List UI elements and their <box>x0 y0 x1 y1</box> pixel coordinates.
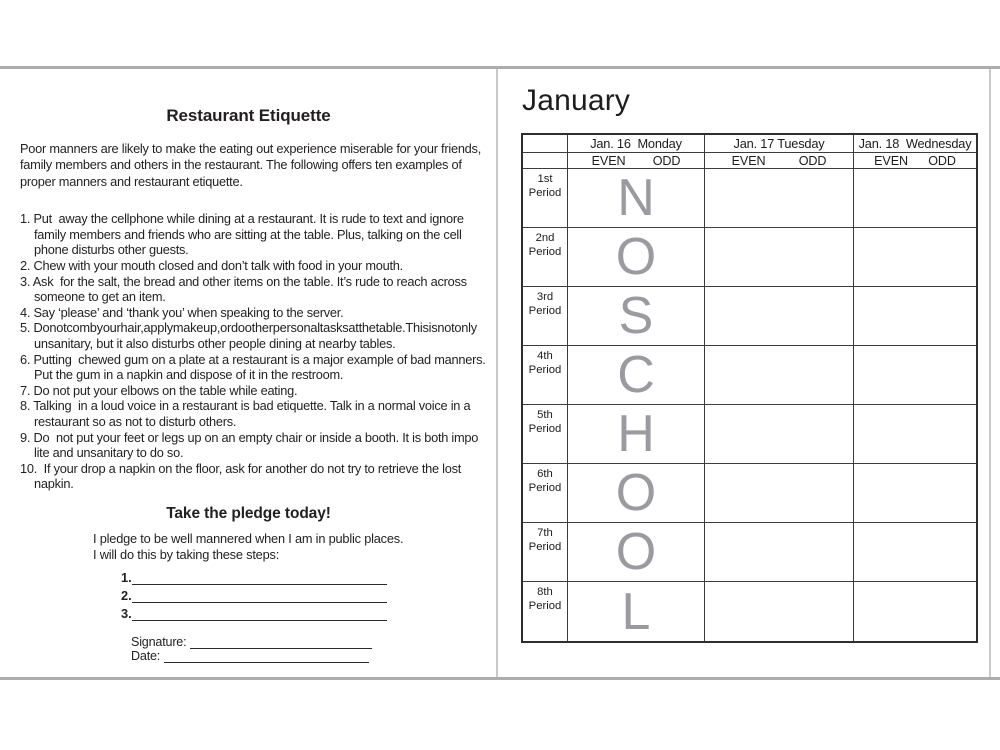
schedule-cell-tuesday <box>705 523 854 582</box>
no-school-letter: H <box>617 405 655 463</box>
corner-cell <box>523 153 568 169</box>
period-ordinal: 1st <box>537 173 553 185</box>
pledge-step-row <box>121 585 497 603</box>
corner-cell <box>523 135 568 153</box>
schedule-cell-wednesday <box>854 346 976 405</box>
list-item: 4. Say ‘please’ and ‘thank you’ when speaking to the server. <box>20 304 344 320</box>
signature-block <box>131 635 497 663</box>
schedule-cell-tuesday <box>705 228 854 287</box>
list-item: 1. Put away the cellphone while dining at a restaurant. It is rude to text and ignore family members and friends who are sitting at the table. Plus, talking on the cell phone disturbs other guests. <box>20 211 468 258</box>
pledge-text <box>93 531 497 562</box>
list-item: 10. If your drop a napkin on the floor, ask for another do not try to retrieve the lost napkin. <box>20 460 465 492</box>
period-label: Period <box>528 186 562 199</box>
period-cell-2nd <box>523 228 568 287</box>
page-bottom-rule <box>0 677 1000 680</box>
no-school-letter: O <box>615 464 657 522</box>
even-label: EVEN <box>591 153 626 168</box>
schedule-cell-tuesday <box>705 582 854 641</box>
day-header-tuesday: Jan. 17 Tuesday <box>705 135 854 153</box>
left-page <box>0 69 497 663</box>
schedule-cell-wednesday <box>854 169 976 228</box>
date-label: Date: <box>131 648 161 663</box>
schedule-cell-monday <box>568 346 705 405</box>
schedule-cell-monday <box>568 169 705 228</box>
page-title: Restaurant Etiquette <box>166 106 331 125</box>
no-school-letter: S <box>618 287 654 345</box>
period-ordinal: 7th <box>537 527 553 539</box>
etiquette-list <box>20 211 493 492</box>
schedule-cell-monday <box>568 287 705 346</box>
period-cell-3rd <box>523 287 568 346</box>
period-label: Period <box>528 363 562 376</box>
period-cell-8th <box>523 582 568 641</box>
period-ordinal: 2nd <box>535 232 555 244</box>
list-item: 9. Do not put your feet or legs up on an empty chair or inside a booth. It is both impo lite and unsanitary to do so. <box>20 429 482 461</box>
period-ordinal: 5th <box>537 409 553 421</box>
no-school-letter: L <box>621 582 651 641</box>
no-school-letter: O <box>615 228 657 286</box>
schedule-cell-monday <box>568 582 705 641</box>
even-odd-header-tuesday <box>705 153 854 169</box>
pledge-heading: Take the pledge today! <box>166 504 331 522</box>
period-label: Period <box>528 540 562 553</box>
period-ordinal: 3rd <box>536 291 554 303</box>
period-cell-7th <box>523 523 568 582</box>
pledge-step-row <box>121 567 497 585</box>
period-label: Period <box>528 422 562 435</box>
signature-row <box>131 635 497 649</box>
no-school-letter: O <box>615 523 657 581</box>
step-underline <box>132 589 387 603</box>
schedule-cell-wednesday <box>854 582 976 641</box>
period-cell-1st <box>523 169 568 228</box>
list-item: 7. Do not put your elbows on the table while eating. <box>20 382 298 398</box>
schedule-cell-tuesday <box>705 464 854 523</box>
list-item: 5. Donotcombyourhair,applymakeup,ordootherpersonaltasksatthetable.Thisisnotonly unsanitary, but it also disturbs other people dining at nearby tables. <box>20 320 481 351</box>
odd-label: ODD <box>798 153 827 168</box>
schedule-table <box>521 133 978 643</box>
period-cell-4th <box>523 346 568 405</box>
no-school-letter: C <box>617 346 655 404</box>
pledge-line-2: I will do this by taking these steps: <box>93 546 280 562</box>
period-cell-6th <box>523 464 568 523</box>
schedule-cell-tuesday <box>705 169 854 228</box>
schedule-cell-wednesday <box>854 464 976 523</box>
pledge-step-row <box>121 603 497 621</box>
schedule-cell-wednesday <box>854 228 976 287</box>
step-underline <box>132 571 387 585</box>
period-label: Period <box>528 481 562 494</box>
date-row <box>131 649 497 663</box>
schedule-cell-monday <box>568 464 705 523</box>
pledge-steps <box>121 567 497 621</box>
schedule-cell-monday <box>568 228 705 287</box>
even-odd-header-wednesday <box>854 153 976 169</box>
schedule-cell-monday <box>568 523 705 582</box>
step-number: 2. <box>121 588 132 604</box>
period-label: Period <box>528 245 562 258</box>
odd-label: ODD <box>652 153 681 168</box>
schedule-cell-tuesday <box>705 405 854 464</box>
intro-paragraph: Poor manners are likely to make the eating out experience miserable for your friends, family members and others in the restaurant. The following offers ten examples of proper manners and restaurant etiquette. <box>20 141 482 189</box>
step-underline <box>132 607 387 621</box>
list-item: 2. Chew with your mouth closed and don’t talk with food in your mouth. <box>20 258 403 273</box>
page-right-edge <box>989 69 991 677</box>
even-label: EVEN <box>874 153 908 168</box>
schedule-cell-wednesday <box>854 523 976 582</box>
odd-label: ODD <box>928 153 956 168</box>
signature-label: Signature: <box>131 634 187 649</box>
period-ordinal: 6th <box>537 468 553 480</box>
date-underline <box>164 652 369 663</box>
schedule-cell-tuesday <box>705 287 854 346</box>
step-number: 3. <box>121 606 132 622</box>
month-title: January <box>522 84 631 117</box>
schedule-cell-monday <box>568 405 705 464</box>
signature-underline <box>190 638 372 649</box>
list-item: 8. Talking in a loud voice in a restaurant is bad etiquette. Talk in a normal voice in a restaurant so as not to disturb others. <box>20 398 474 429</box>
period-label: Period <box>528 599 562 612</box>
schedule-cell-wednesday <box>854 287 976 346</box>
period-label: Period <box>528 304 562 317</box>
list-item: 6. Putting chewed gum on a plate at a restaurant is a major example of bad manners. Put the gum in a napkin and dispose of it in the restroom. <box>20 351 489 383</box>
period-cell-5th <box>523 405 568 464</box>
day-header-monday: Jan. 16 Monday <box>568 135 705 153</box>
no-school-letter: N <box>617 169 655 227</box>
even-label: EVEN <box>731 153 766 168</box>
schedule-cell-tuesday <box>705 346 854 405</box>
schedule-cell-wednesday <box>854 405 976 464</box>
pledge-line-1: I pledge to be well mannered when I am in public places. <box>93 530 404 546</box>
step-number: 1. <box>121 570 132 586</box>
day-header-wednesday: Jan. 18 Wednesday <box>854 135 976 153</box>
even-odd-header-monday <box>568 153 705 169</box>
period-ordinal: 8th <box>537 586 553 598</box>
list-item: 3. Ask for the salt, the bread and other items on the table. It’s rude to reach across someone to get an item. <box>20 273 471 305</box>
period-ordinal: 4th <box>537 350 553 362</box>
